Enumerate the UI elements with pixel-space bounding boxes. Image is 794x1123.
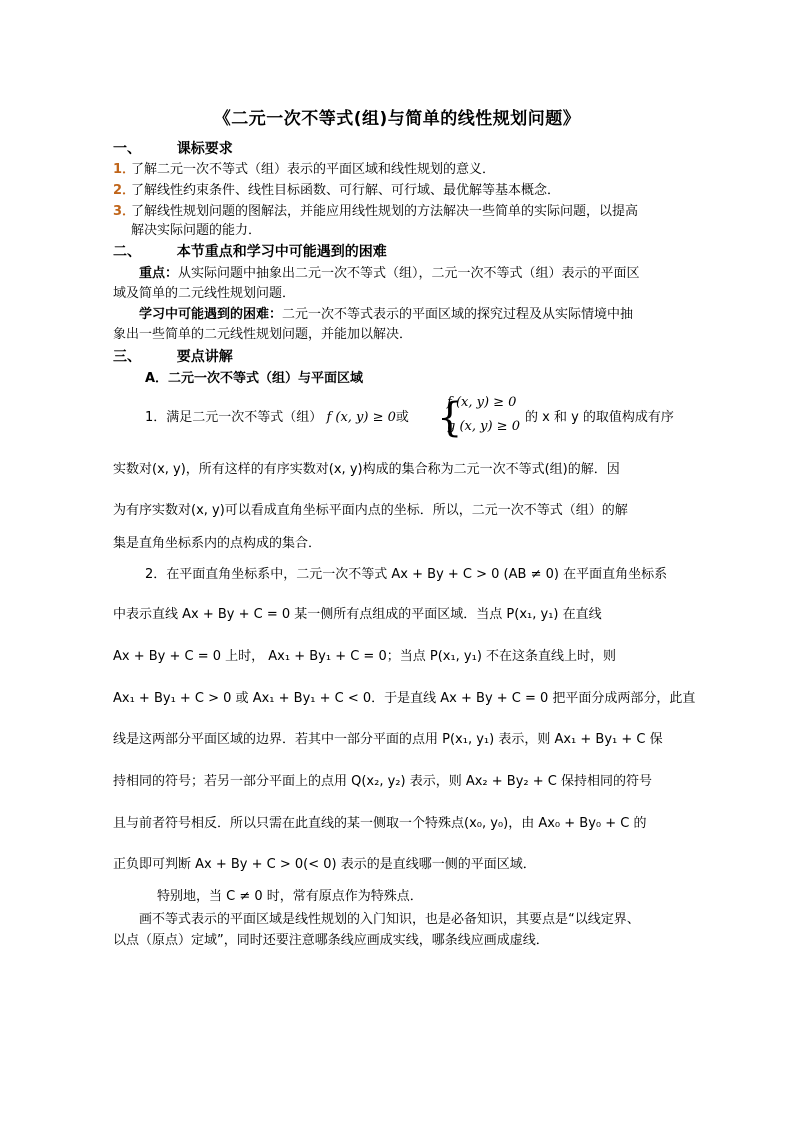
list-item [113,161,495,179]
list-text: 了解线性约束条件、线性目标函数、可行解、可行域、最优解等基本概念． [131,183,561,198]
p1-pre: 满足二元一次不等式（组） [166,410,323,425]
p1-post: 的 x 和 y 的取值构成有序 [525,410,674,425]
p4-line1: 画不等式表示的平面区域是线性规划的入门知识，也是必备知识，其要点是“以线定界、 [139,912,640,927]
system-line-1: f (x, y) ≥ 0 [447,395,517,410]
p1-number: 1． [145,410,167,425]
list-number: 2． [113,183,136,198]
section2-heading [113,243,387,261]
list-item [113,182,560,200]
p1-inequality: f (x, y) ≥ 0 [326,410,396,425]
difficulty-text: 二元一次不等式表示的平面区域的探究过程及从实际情境中抽 [282,307,634,322]
brace-icon: { [437,395,463,441]
p1-line4: 集是直角坐标系内的点构成的集合． [113,536,322,551]
list-number: 1． [113,162,136,177]
list-item-continuation: 解决实际问题的能力． [131,223,262,238]
key-point-paragraph [139,265,640,283]
difficulty-text-cont: 象出一些简单的二元线性规划问题，并能加以解决． [113,327,413,342]
difficulty-paragraph [139,306,633,324]
inequality-system [437,395,537,441]
p2-line6: 持相同的符号；若另一部分平面上的点用 Q(x₂, y₂) 表示，则 Ax₂ + By₂ + C 保持相同的符号 [113,774,652,789]
list-text: 了解二元一次不等式（组）表示的平面区域和线性规划的意义． [131,162,496,177]
p2-line7: 且与前者符号相反．所以只需在此直线的某一侧取一个特殊点(x₀, y₀)，由 Ax₀ + By₀ + C 的 [113,816,647,831]
difficulty-label: 学习中可能遇到的困难： [139,307,283,322]
list-text: 了解线性规划问题的图解法，并能应用线性规划的方法解决一些简单的实际问题，以提高 [131,204,639,219]
section1-title: 课标要求 [176,141,233,157]
system-line-2: g (x, y) ≥ 0 [447,419,520,434]
section3-title: 要点讲解 [176,349,233,365]
list-number: 3． [113,204,136,219]
key-point-text: 从实际问题中抽象出二元一次不等式（组），二元一次不等式（组）表示的平面区 [178,266,640,281]
p2-line5: 线是这两部分平面区域的边界．若其中一部分平面的点用 P(x₁, y₁) 表示，则 Ax₁ + By₁ + C 保 [113,732,663,747]
section2-label: 二、 [113,244,141,260]
p2-line1: 2．在平面直角坐标系中，二元一次不等式 Ax + By + C > 0 (AB ≠ 0) 在平面直角坐标系 [145,567,668,582]
section1-label: 一、 [113,141,141,157]
list-item [113,203,638,221]
page-title: 《二元一次不等式(组)与简单的线性规划问题》 [213,109,581,129]
section3-heading [113,348,233,366]
p2-line2: 中表示直线 Ax + By + C = 0 某一侧所有点组成的平面区域．当点 P(x₁, y₁) 在直线 [113,607,602,622]
p2-line4: Ax₁ + By₁ + C > 0 或 Ax₁ + By₁ + C < 0．于是直线 Ax + By + C = 0 把平面分成两部分，此直 [113,691,696,706]
p4-line2: 以点（原点）定域”，同时还要注意哪条线应画成实线，哪条线应画成虚线． [113,933,549,948]
p3-text: 特别地，当 C ≠ 0 时，常有原点作为特殊点． [157,889,423,904]
p1-or: 或 [395,410,409,425]
p1-line1 [145,409,409,427]
section1-heading [113,140,233,158]
section3-label: 三、 [113,349,141,365]
key-point-label: 重点： [139,266,179,281]
p2-line3: Ax + By + C = 0 上时， Ax₁ + By₁ + C = 0；当点 P(x₁, y₁) 不在这条直线上时，则 [113,649,617,664]
subsection-a-heading: A．二元一次不等式（组）与平面区域 [145,371,364,386]
section2-title: 本节重点和学习中可能遇到的困难 [176,244,387,260]
key-point-text-cont: 域及简单的二元线性规划问题． [113,286,296,301]
p1-line2: 实数对(x, y)，所有这样的有序实数对(x, y)构成的集合称为二元一次不等式(组)的解．因 [113,462,620,477]
p1-line3: 为有序实数对(x, y)可以看成直角坐标平面内点的坐标．所以，二元一次不等式（组）的解 [113,503,628,518]
p2-line8: 正负即可判断 Ax + By + C > 0(< 0) 表示的是直线哪一侧的平面区域． [113,857,536,872]
